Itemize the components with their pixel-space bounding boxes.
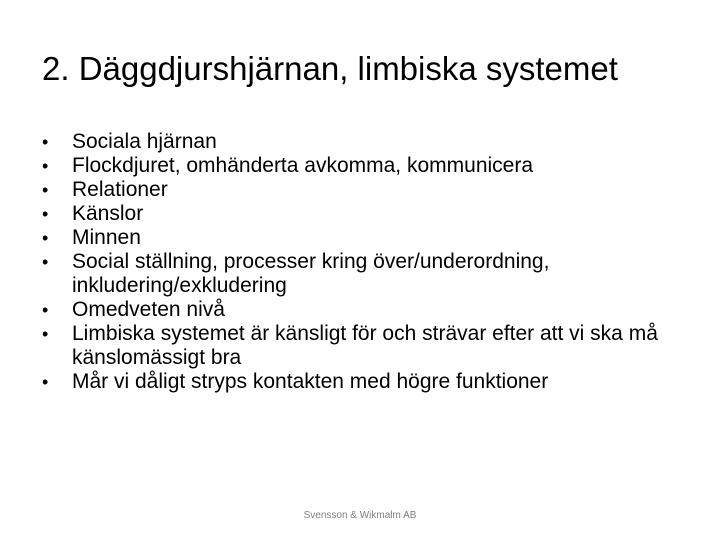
bullet-text: Mår vi dåligt stryps kontakten med högre funktioner (72, 370, 549, 393)
bullet-text: Flockdjuret, omhänderta avkomma, kommunicera (72, 154, 534, 177)
list-item (42, 130, 702, 154)
bullet-icon: • (42, 252, 49, 272)
bullet-list (42, 130, 702, 394)
list-item (42, 202, 702, 226)
bullet-icon: • (42, 300, 49, 320)
bullet-icon: • (42, 180, 49, 200)
bullet-icon: • (42, 132, 49, 152)
bullet-text: Omedveten nivå (72, 298, 225, 321)
bullet-text: Känslor (72, 202, 144, 225)
bullet-text: Social ställning, processer kring över/underordning, inkludering/exkludering (72, 250, 550, 297)
bullet-icon: • (42, 204, 49, 224)
slide-title: 2. Däggdjurshjärnan, limbiska systemet (42, 50, 618, 87)
bullet-text: Relationer (72, 178, 168, 201)
list-item (42, 370, 702, 394)
bullet-icon: • (42, 372, 49, 392)
list-item (42, 226, 702, 250)
bullet-text: Minnen (72, 226, 141, 249)
list-item (42, 250, 702, 298)
bullet-icon: • (42, 324, 49, 344)
list-item (42, 322, 702, 370)
list-item (42, 178, 702, 202)
bullet-text: Limbiska systemet är känsligt för och strävar efter att vi ska må känslomässigt bra (72, 322, 658, 369)
bullet-icon: • (42, 228, 49, 248)
bullet-icon: • (42, 156, 49, 176)
bullet-text: Sociala hjärnan (72, 130, 217, 153)
list-item (42, 154, 702, 178)
slide-footer: Svensson & Wikmalm AB (303, 510, 417, 521)
list-item (42, 298, 702, 322)
